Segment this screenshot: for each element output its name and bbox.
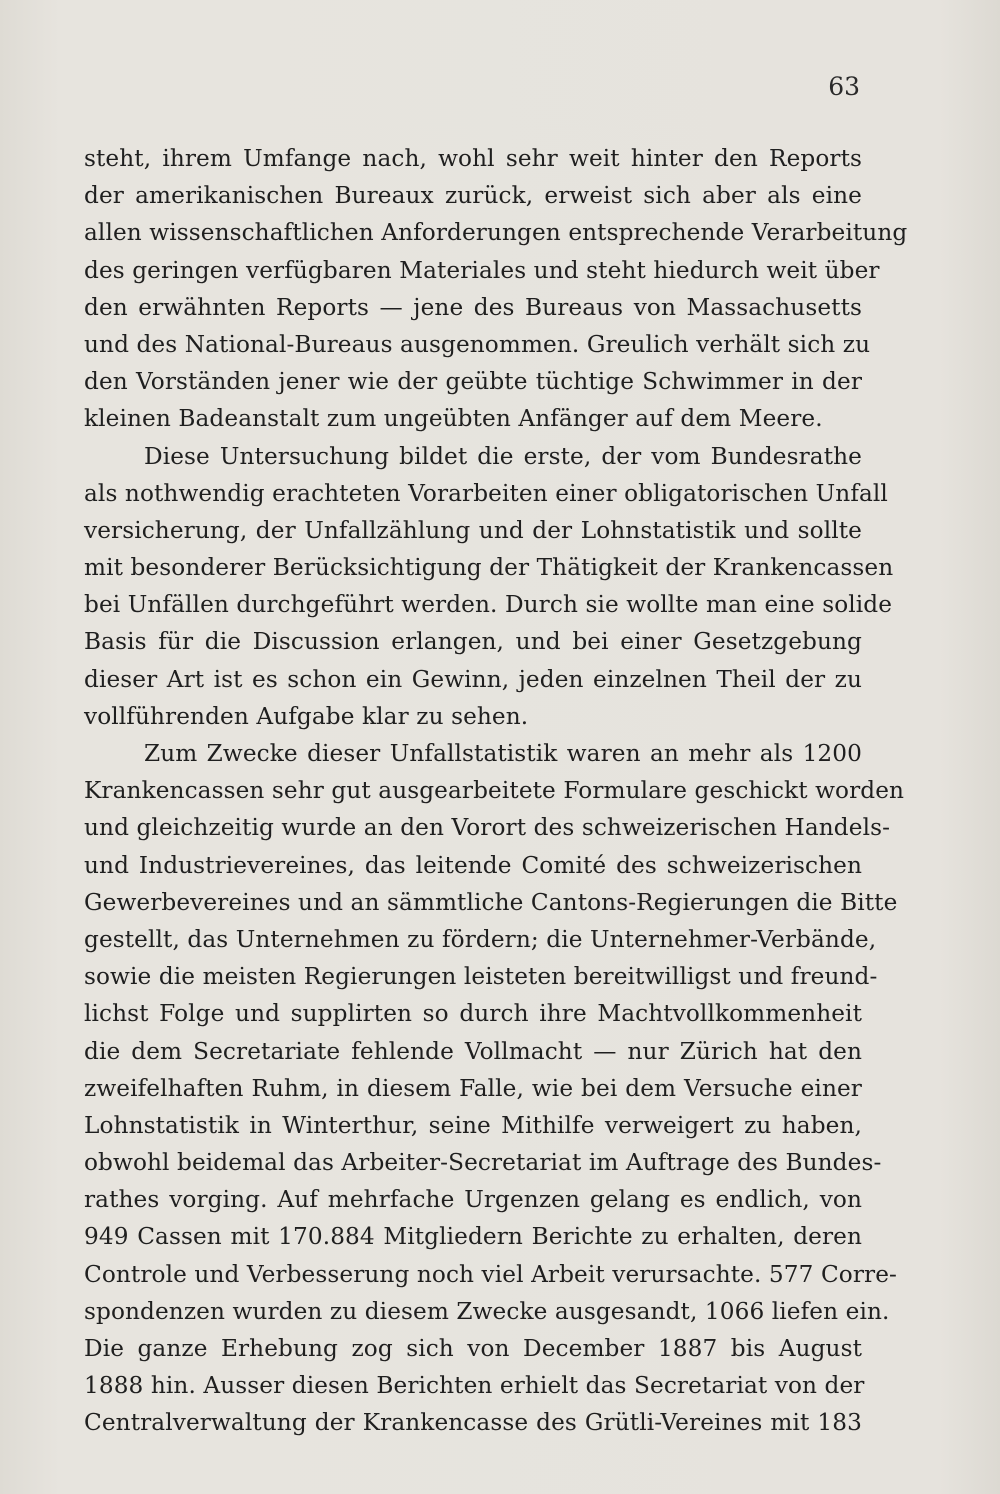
text-line: kleinen Badeanstalt zum ungeübten Anfänger auf dem Meere. [84,405,823,433]
text-line: vollführenden Aufgabe klar zu sehen. [84,702,529,730]
text-line: sowie die meisten Regierungen leisteten bereitwilligst und freund- [84,963,878,991]
paragraph-first-line: Diese Untersuchung bildet die erste, der vom Bundesrathe [144,442,862,470]
text-line: dieser Art ist es schon ein Gewinn, jeden einzelnen Theil der zu [84,665,862,693]
text-line: und des National-Bureaus ausgenommen. Greulich verhält sich zu [84,330,871,358]
page-number: 63 [828,72,860,101]
text-line: bei Unfällen durchgeführt werden. Durch sie wollte man eine solide [84,591,893,619]
text-line: gestellt, das Unternehmen zu fördern; die Unternehmer-Verbände, [84,925,877,953]
paragraph-first-line: Zum Zwecke dieser Unfallstatistik waren an mehr als 1200 [144,740,862,767]
text-line: 949 Cassen mit 170.884 Mitgliedern Berichte zu erhalten, deren [84,1223,862,1251]
body-text [84,140,908,1442]
text-line: zweifelhaften Ruhm, in diesem Falle, wie bei dem Versuche einer [84,1074,862,1102]
text-line: und Industrievereines, das leitende Comité des schweizerischen [84,851,862,879]
text-line: mit besonderer Berücksichtigung der Thätigkeit der Krankencassen [84,554,894,582]
text-line: versicherung, der Unfallzählung und der Lohnstatistik und sollte [84,516,862,544]
text-line: des geringen verfügbaren Materiales und steht hiedurch weit über [84,256,880,284]
text-line: steht, ihrem Umfange nach, wohl sehr weit hinter den Reports [84,145,862,172]
text-line: lichst Folge und supplirten so durch ihre Machtvollkommenheit [84,1000,862,1028]
text-line: der amerikanischen Bureaux zurück, erweist sich aber als eine [84,182,862,210]
text-line: Centralverwaltung der Krankencasse des Grütli-Vereines mit 183 [84,1409,862,1437]
text-line: Gewerbevereines und an sämmtliche Cantons-Regierungen die Bitte [84,888,898,916]
text-line: den erwähnten Reports — jene des Bureaus von Massachusetts [84,293,862,321]
text-line: rathes vorging. Auf mehrfache Urgenzen gelang es endlich, von [84,1186,862,1214]
text-line: obwohl beidemal das Arbeiter-Secretariat im Auftrage des Bundes- [84,1149,882,1177]
text-line: die dem Secretariate fehlende Vollmacht — nur Zürich hat den [84,1037,862,1065]
text-line: allen wissenschaftlichen Anforderungen entsprechende Verarbeitung [84,219,908,247]
text-line: den Vorständen jener wie der geübte tüchtige Schwimmer in der [84,368,862,396]
text-line: Die ganze Erhebung zog sich von December 1887 bis August [84,1335,862,1362]
text-line: spondenzen wurden zu diesem Zwecke ausgesandt, 1066 liefen ein. [84,1297,890,1325]
text-line: Controle und Verbesserung noch viel Arbeit verursachte. 577 Corre- [84,1260,897,1288]
text-line: Lohnstatistik in Winterthur, seine Mithilfe verweigert zu haben, [84,1111,862,1139]
text-line: Basis für die Discussion erlangen, und bei einer Gesetzgebung [84,628,862,656]
text-line: Krankencassen sehr gut ausgearbeitete Formulare geschickt worden [84,777,905,805]
text-line: als nothwendig erachteten Vorarbeiten einer obligatorischen Unfall [84,479,888,507]
text-line: und gleichzeitig wurde an den Vorort des schweizerischen Handels- [84,814,891,842]
text-line: 1888 hin. Ausser diesen Berichten erhielt das Secretariat von der [84,1372,865,1400]
